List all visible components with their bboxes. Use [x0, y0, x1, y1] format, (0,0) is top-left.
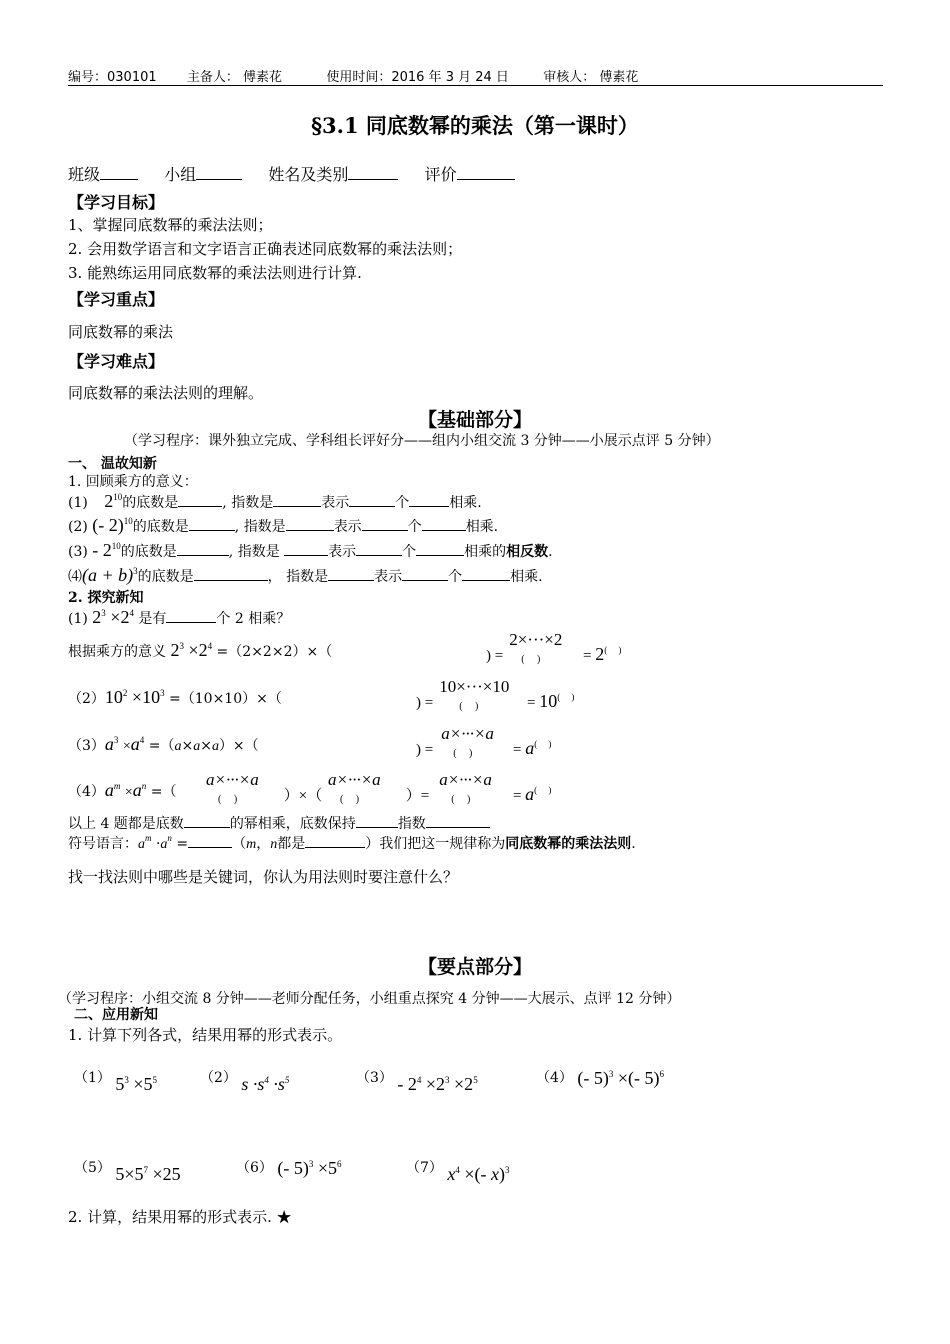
header-rule	[68, 85, 883, 86]
explore-row-4: $(4)a^m \times a^n$ =（	[68, 780, 177, 800]
name-label: 姓名及类别	[268, 165, 349, 184]
focus-text: 同底数幂的乘法	[68, 323, 174, 341]
goal-item: 1、掌握同底数幂的乘法法则；	[68, 216, 273, 234]
doc-code: 编号：030101	[68, 70, 157, 85]
goal-item: 3. 能熟练运用同底数幂的乘法法则进行计算.	[68, 264, 362, 282]
student-info-line	[68, 162, 515, 185]
expansion-4: a×···×a ( ) ）×（ a×···×a ( ) ）= a×···×a ( ) = a( )	[206, 770, 552, 805]
basic-procedure: （学习程序：课外独立完成、学科组长评好分——组内小组交流 3 分钟——小展示点评 5 分钟）	[124, 433, 720, 449]
answer-blank[interactable]	[188, 833, 232, 848]
conclusion-line: 以上 4 题都是底数 的幂相乘，底数保持 指数	[68, 813, 490, 833]
expansion-1: ) = 2×···×2 ( ) = 2( )	[486, 630, 622, 665]
expansion-2: ) = 10×···×10 ( ) = 10( )	[416, 677, 575, 712]
exercise-5: （5） $5\times 5^7 \times 25$	[74, 1160, 181, 1184]
reflection-question: 找一找法则中哪些是关键词，你认为用法则时要注意什么？	[68, 868, 459, 886]
answer-blank[interactable]	[305, 833, 365, 848]
review-q1: (1) $2^{10}$的底数是 , 指数是 表示 个 相乘.	[68, 491, 482, 511]
task2-text: 2. 计算，结果用幂的形式表示. ★	[68, 1208, 292, 1226]
answer-blank[interactable]	[178, 492, 222, 507]
class-blank[interactable]	[100, 163, 138, 180]
answer-blank[interactable]	[362, 516, 408, 531]
exercise-7: （7） $x^4$ ×(- x)$^3$	[406, 1160, 510, 1184]
doc-header	[68, 66, 638, 85]
key-heading: 【要点部分】	[417, 956, 532, 978]
task1-text: 1. 计算下列各式，结果用幂的形式表示。	[68, 1026, 343, 1044]
exercise-4: （4） (- 5)$^3$ ×(- 5)$^6$	[536, 1068, 664, 1088]
group-label: 小组	[164, 165, 197, 184]
answer-blank[interactable]	[284, 541, 328, 556]
symbol-language-line: 符号语言：$a^m \cdot a^n = (m$，n都是 ）我们把这一规律称为同底数幂的乘法法则.	[68, 833, 636, 852]
eval-blank[interactable]	[457, 163, 515, 180]
answer-blank[interactable]	[356, 541, 402, 556]
answer-blank[interactable]	[349, 492, 395, 507]
exercise-1: （1） $5^3 \times 5^5$	[74, 1070, 158, 1094]
answer-blank[interactable]	[194, 566, 268, 581]
review-q2: (2) (- 2)$^{10}$的底数是 , 指数是 表示 个 相乘.	[68, 515, 499, 535]
exercise-2: （2） $s \cdot s^4 \cdot s^5$	[200, 1070, 290, 1094]
class-label: 班级	[68, 165, 101, 184]
review-intro: 1. 回顾乘方的意义：	[68, 474, 198, 490]
exercise-3: $(3) - 2^4 \times 2^3 \times 2^5$	[356, 1070, 478, 1094]
doc-author: 主备人： 傅素花	[186, 70, 283, 85]
difficulty-text: 同底数幂的乘法法则的理解。	[68, 384, 264, 402]
expansion-3: ) = a×···×a ( ) = a( )	[416, 724, 552, 759]
answer-blank[interactable]	[189, 516, 235, 531]
answer-blank[interactable]	[273, 492, 321, 507]
answer-blank[interactable]	[184, 813, 230, 828]
answer-blank[interactable]	[416, 541, 464, 556]
answer-blank[interactable]	[356, 813, 398, 828]
answer-blank[interactable]	[409, 492, 449, 507]
group-blank[interactable]	[196, 163, 242, 180]
answer-blank[interactable]	[462, 566, 510, 581]
section-apply-heading: 二、应用新知	[74, 1007, 158, 1023]
explore-row-2: $(2)10^2 \times 10^3 =(10\times 10)\times$（	[68, 687, 282, 707]
answer-blank[interactable]	[286, 516, 334, 531]
doc-reviewer: 审核人： 傅素花	[543, 70, 639, 85]
explore-heading: 2. 探究新知	[68, 590, 144, 606]
explore-definition-row: 根据乘方的意义 $2^3 \times 2^4 =(2\times 2\times 2)\times$（	[68, 640, 333, 660]
exercise-6: （6） (- $5)^3 \times 5^6$	[236, 1158, 342, 1178]
answer-blank[interactable]	[166, 608, 216, 623]
eval-label: 评价	[424, 165, 457, 184]
doc-date: 使用时间：2016 年 3 月 24 日	[326, 70, 509, 85]
key-procedure: （学习程序：小组交流 8 分钟——老师分配任务，小组重点探究 4 分钟——大展示、点评 12 分钟）	[58, 991, 681, 1007]
name-blank[interactable]	[348, 163, 398, 180]
answer-blank[interactable]	[402, 566, 448, 581]
explore-row-3: $(3)a^3 \times a^4 =(a\times a\times a)\times$（	[68, 734, 259, 754]
goals-heading: 【学习目标】	[68, 193, 165, 212]
basic-heading: 【基础部分】	[417, 409, 532, 431]
answer-blank[interactable]	[426, 813, 490, 828]
page-title: §3.1 同底数幂的乘法（第一课时）	[311, 113, 639, 138]
answer-blank[interactable]	[328, 566, 374, 581]
answer-blank[interactable]	[177, 541, 229, 556]
explore-q1: (1) $2^3 \times 2^4$ 是有 个 2 相乘？	[68, 607, 291, 627]
focus-heading: 【学习重点】	[68, 290, 165, 309]
review-q3: $(3) - 2^{10}$的底数是 , 指数是 表示 个 相乘的相反数.	[68, 540, 553, 560]
answer-blank[interactable]	[422, 516, 466, 531]
section-review-heading: 一、 温故知新	[68, 456, 157, 472]
review-q4: ⑷(a + b)$^3$的底数是 ， 指数是 表示 个 相乘.	[68, 565, 543, 585]
difficulty-heading: 【学习难点】	[68, 352, 165, 371]
goal-item: 2. 会用数学语言和文字语言正确表述同底数幂的乘法法则；	[68, 240, 463, 258]
